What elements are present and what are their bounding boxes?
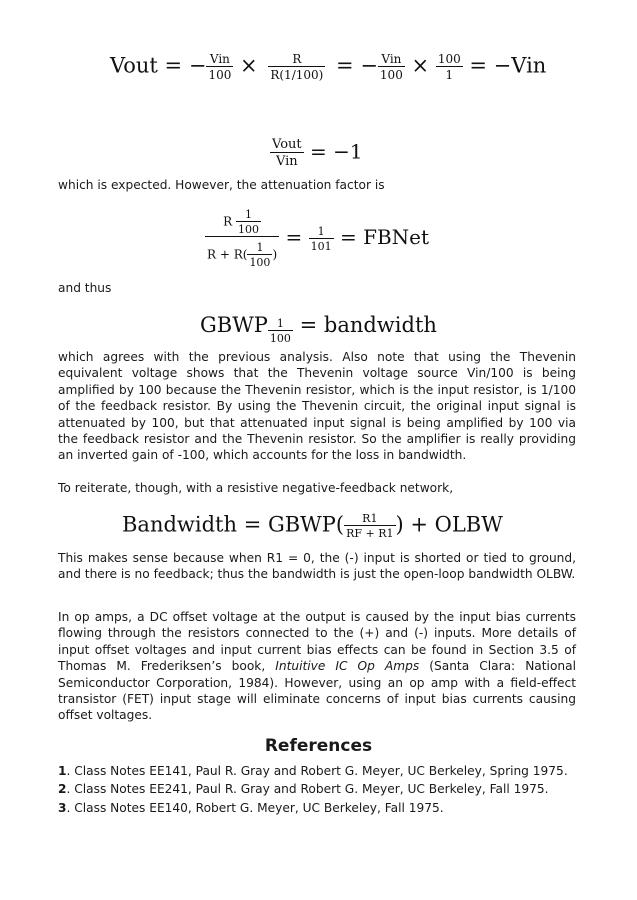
eq-symbol: = <box>285 225 303 249</box>
fraction-numerator: 1 <box>317 224 325 238</box>
eq-symbol: Bandwidth = GBWP( <box>122 512 345 537</box>
paragraph: This makes sense because when R1 = 0, the (-) input is shorted or tied to ground, and there is no feedback; thus the bandwidth is just the open-loop bandwidth OLBW. <box>58 551 576 582</box>
eq-symbol: × <box>411 53 430 78</box>
fraction-numerator <box>205 208 279 236</box>
reference-text: . Class Notes EE141, Paul R. Gray and Robert G. Meyer, UC Berkeley, Spring 1975. <box>66 764 568 778</box>
eq-symbol: ) <box>272 247 278 262</box>
book-title: Intuitive IC Op Amps <box>275 659 420 674</box>
fraction-denominator: 101 <box>310 239 332 253</box>
eq-symbol: = −Vin <box>469 53 547 78</box>
fraction <box>206 52 233 82</box>
fraction-denominator: 100 <box>208 68 232 82</box>
equation-vout-over-vin <box>270 137 363 169</box>
eq-symbol: ) + OLBW <box>395 512 503 537</box>
eq-symbol: = bandwidth <box>299 313 437 337</box>
fraction <box>236 208 261 236</box>
reference-number: 3 <box>58 801 67 815</box>
paragraph-text: (Santa Clara: National Semiconductor Corporation, 1984). However, using an op amp with a field-effect transistor (FET) input stage will eliminate concerns of input bias currents causing offset voltages. <box>58 659 576 723</box>
reference-item <box>58 782 549 796</box>
fraction-denominator: 100 <box>269 332 291 345</box>
eq-symbol: Vout <box>110 53 158 78</box>
eq-symbol: = FBNet <box>339 225 430 249</box>
fraction-denominator: 100 <box>238 223 259 236</box>
paragraph: which is expected. However, the attenuation factor is <box>58 178 385 192</box>
eq-symbol: = <box>164 53 183 78</box>
fraction <box>270 137 304 169</box>
reference-item <box>58 801 444 815</box>
references-heading: References <box>264 736 373 756</box>
eq-symbol: × <box>240 53 258 78</box>
eq-symbol: − <box>188 53 207 78</box>
eq-symbol: = <box>336 53 354 78</box>
fraction <box>378 52 405 82</box>
paragraph: which agrees with the previous analysis. Also note that using the Thevenin equivalent voltage shows that the Thevenin voltage source Vin/100 is being amplified by 100 because the Thevenin resistor, which is the input resistor, is 1/100 of the feedback resistor. By using the Thevenin circuit, the original input signal is attenuated by 100, but that attenuated input signal is being amplified by 100 via the feedback resistor and the Thevenin resistor. So the amplifier is really providing an inverted gain of -100, which accounts for the loss in bandwidth. <box>58 350 576 463</box>
equation-gbwp-bandwidth <box>200 313 437 345</box>
fraction <box>247 241 272 269</box>
reference-text: . Class Notes EE140, Robert G. Meyer, UC Berkeley, Fall 1975. <box>66 801 444 815</box>
fraction-denominator: R(1/100) <box>270 68 324 82</box>
paragraph: To reiterate, though, with a resistive negative-feedback network, <box>58 481 454 495</box>
fraction-numerator: 1 <box>276 317 284 330</box>
fraction-numerator: Vin <box>209 52 230 66</box>
paragraph: and thus <box>58 281 112 295</box>
reference-number: 1 <box>58 764 67 778</box>
fraction-numerator: 1 <box>256 241 264 254</box>
fraction-numerator: Vout <box>272 137 302 152</box>
eq-symbol: R + R( <box>207 247 248 262</box>
equation-bandwidth <box>122 512 503 540</box>
fraction-denominator: 100 <box>249 256 271 269</box>
fraction <box>268 317 293 345</box>
reference-text: . Class Notes EE241, Paul R. Gray and Robert G. Meyer, UC Berkeley, Fall 1975. <box>66 782 549 796</box>
fraction-numerator: R1 <box>362 512 378 525</box>
paragraph-text: In op amps, a DC offset voltage at the output is caused by the input bias currents flowing through the resistors connected to the (+) and (-) inputs. More details of input offset voltages and input current bias effects can be found in Section 3.5 of Thomas M. Frederiksen’s book, <box>58 610 576 674</box>
equation-fbnet <box>205 208 429 269</box>
fraction-denominator <box>205 236 279 269</box>
equation-vout-gain <box>110 52 546 82</box>
reference-number: 2 <box>58 782 67 796</box>
reference-item <box>58 764 568 778</box>
eq-symbol: = −1 <box>309 139 363 164</box>
eq-symbol: GBWP <box>200 313 268 337</box>
fraction-denominator: 1 <box>436 66 463 82</box>
fraction-denominator: Vin <box>270 152 304 169</box>
paragraph <box>58 609 576 724</box>
fraction <box>344 512 395 540</box>
eq-symbol: R <box>223 214 233 229</box>
fraction-numerator: R <box>292 52 302 66</box>
fraction <box>436 52 463 82</box>
eq-symbol: − <box>360 53 378 78</box>
fraction-denominator: 100 <box>379 68 403 82</box>
fraction <box>309 225 334 253</box>
fraction-numerator: 100 <box>437 52 461 66</box>
fraction <box>205 208 279 269</box>
fraction-numerator: Vin <box>381 52 402 66</box>
fraction-denominator: RF + R1 <box>346 527 394 540</box>
fraction-numerator: 1 <box>245 208 252 221</box>
fraction <box>268 52 325 82</box>
